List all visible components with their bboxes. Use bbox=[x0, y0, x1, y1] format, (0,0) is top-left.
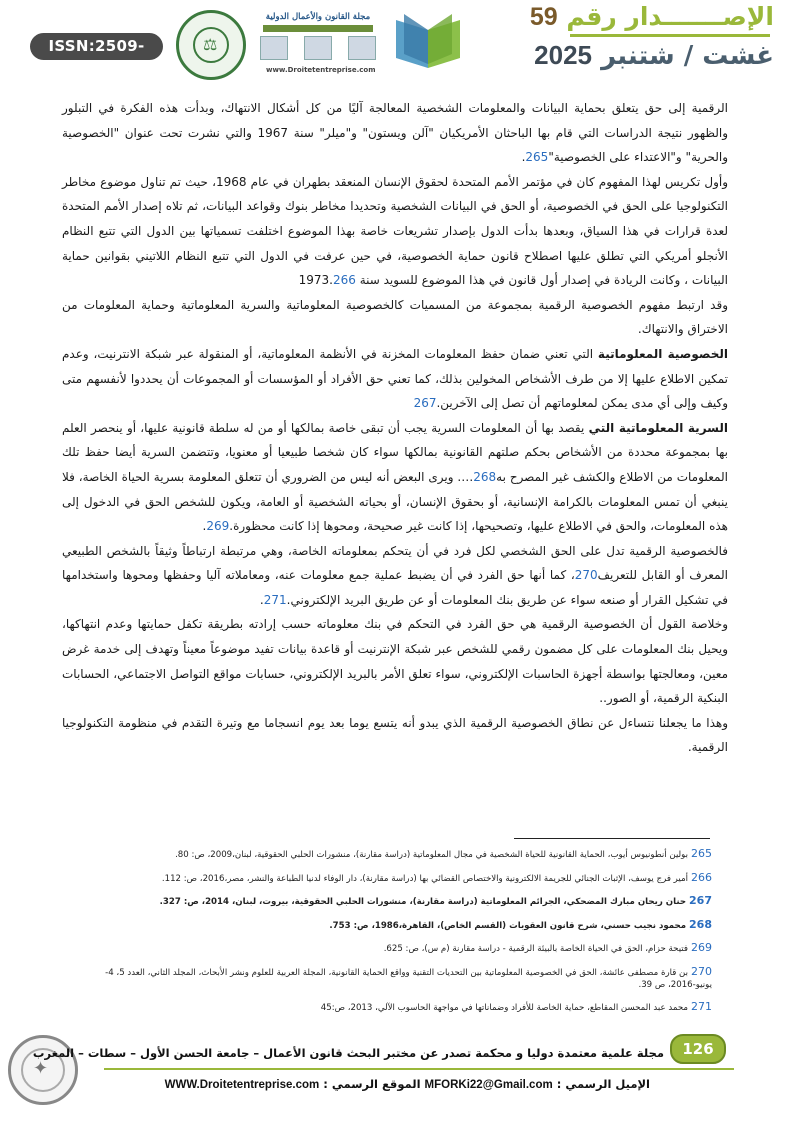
footnote-ref-268[interactable]: 268 bbox=[473, 469, 497, 484]
footnote-number[interactable]: 266 bbox=[691, 870, 712, 884]
footnote-number[interactable]: 271 bbox=[691, 1000, 712, 1013]
paragraph bbox=[62, 170, 728, 293]
seal-emblem-icon: ✦ bbox=[33, 1058, 49, 1079]
journal-partner-logos bbox=[252, 36, 384, 60]
issue-date bbox=[534, 40, 774, 71]
footnote-text: بولين أنطونيوس أيوب، الحماية القانونية للحياة الشخصية في مجال المعلوماتية (دراسة مقارنة)، منشورات الحلبي الحقوقية، لبنان،2009، ص: 80. bbox=[175, 850, 688, 860]
issue-number: 59 bbox=[529, 3, 558, 31]
footnote-number[interactable]: 268 bbox=[689, 917, 712, 931]
footnote-text: أمير فرج يوسف، الإثبات الجنائي للجريمة الالكترونية والاختصاص القضائي بها (دراسة مقارنة)، دار الوفاء لدنيا الطباعة والنشر، مصر،2016، ص: 112. bbox=[161, 873, 688, 884]
footnote bbox=[64, 1001, 712, 1014]
footnote-ref-267[interactable]: 267 bbox=[413, 396, 437, 411]
paragraph-text: يقصد بها أن المعلومات السرية يجب أن تبقى خاصة بمالكها أو من له سلطة قانونية عليها، أو ينحصر العلم بها بمجموعة محددة من الأشخاص بحكم صلتهم القانونية بمالكها سواء كان شخصا طبيعيا أو معنويا، وتتضمن السرية أيضا حفظ تلك المعلومات من الاطلاع والكشف غير المصرح به bbox=[62, 420, 728, 484]
journal-logo bbox=[252, 12, 384, 74]
footer-divider bbox=[104, 1068, 734, 1070]
page-number: 126 bbox=[670, 1034, 726, 1064]
footer-journal-description: مجلة علمية معتمدة دوليا و محكمة تصدر عن مختبر البحث قانون الأعمال – جامعة الحسن الأول – سطات – المغرب bbox=[32, 1046, 664, 1060]
article-body bbox=[62, 96, 728, 760]
paragraph: الرقمية إلى حق يتعلق بحماية البيانات والمعلومات الشخصية المعالجة آليًا من كل أشكال الانتهاك، وبدأت هذه الفكرة في التبلور والظهور نتيجة الدراسات التي قام بها الباحثان الأمريكيان "آلن ويستون" و"ميلر" سنة 1967 والتي نشرت تحت عنوان "الخصوصية والحرية" و"الاعتداء على الخصوصية"265. bbox=[62, 101, 728, 165]
footnote-text: حنان ريحان مبارك المضحكي، الجرائم المعلوماتية (دراسة مقارنة)، منشورات الحلبي الحقوقية، بيروت، لبنان، 2014، ص: 327. bbox=[159, 897, 687, 907]
issue-info bbox=[504, 0, 786, 84]
email-link[interactable]: MFORKi22@Gmail.com bbox=[424, 1079, 553, 1091]
footnote bbox=[64, 872, 712, 885]
paragraph-text: …. ويرى البعض أنه ليس من الضروري أن تتعلق المعلومة بسرية الحياة الخاصة، فلا ينبغي أن تمس المعلومات بالكرامة الإنسانية، أو بحقوق الإنسان، أو بحياته الشخصية أو العامة، ويكون للشخص الحق في الدخول إلى هذه المعلومات، والحق في الاطلاع عليها، وتصحيحها، إذا كانت غير صحيحة، ومحوها إذا كانت محظورة. bbox=[62, 469, 728, 534]
issn-badge: ISSN:2509-0291 bbox=[30, 33, 163, 60]
journal-name: مجلة القانون والأعمال الدولية bbox=[265, 12, 371, 22]
footnote-text: بن قارة مصطفى عائشة، الحق في الخصوصية المعلوماتية بين التحديات التقنية وواقع الحماية القانونية، المجلة العربية للعلوم ونشر الأبحاث، المجلد الثاني، العدد 5، 4-يونيو-2016، ص 39. bbox=[105, 967, 712, 990]
partner-logo-icon bbox=[260, 36, 288, 60]
footnote-number[interactable]: 270 bbox=[691, 964, 712, 978]
footnote bbox=[64, 942, 712, 955]
footnote-ref-270[interactable]: 270 bbox=[574, 568, 598, 583]
footnote-number[interactable]: 267 bbox=[689, 894, 712, 907]
paragraph: وخلاصة القول أن الخصوصية الرقمية هي حق الفرد في التحكم في بنك معلوماته حسب إرادته بطريقة تكفل حمايتها وعدم انتهاكها، ويحيل بنك المعلومات على كل مضمون رقمي للشخص عبر شبكة الإنترنيت أو قاعدة بيانات تفيد موضوعاً معيناً وتهدف إلى خدمة غرض معين، ومعالجتها بواسطة أجهزة الحاسبات الإلكتروني، سواء تعلق الأمر بالبريد الإلكتروني، حسابات مواقع التواصل الاجتماعي، الحسابات البنكية الرقمية، أو الصور.. bbox=[62, 617, 728, 706]
footnote-number[interactable]: 265 bbox=[691, 847, 712, 860]
lab-logo bbox=[176, 10, 246, 80]
issue-word: الإصـــــــدار رقم bbox=[566, 2, 774, 31]
footnote-ref-265[interactable]: 265 bbox=[525, 150, 549, 165]
footnote-text: فتيحة حزام، الحق في الحياة الخاصة بالبيئة الرقمية - دراسة مقارنة (م س)، ص: 625. bbox=[383, 944, 688, 954]
email-label: الإميل الرسمي : bbox=[556, 1077, 650, 1091]
issue-year: 2025 bbox=[534, 40, 592, 70]
footnote-ref-271[interactable]: 271 bbox=[263, 592, 287, 607]
issue-title bbox=[530, 2, 774, 32]
issue-months: غشت / شتنبر bbox=[601, 41, 774, 71]
footer-contacts bbox=[130, 1077, 650, 1091]
footnote-text: محمد عبد المحسن المقاطع، حماية الخاصة للأفراد وضماناتها في مواجهة الحاسوب الآلي، 2013، ص:45 bbox=[320, 1003, 688, 1013]
paragraph-text: التي تعني ضمان حفظ المعلومات المخزنة في الأنظمة المعلوماتية، أو المنقولة عبر شبكة الانترنيت، وعدم تمكين الاطلاع عليها إلا من طرف الأشخاص المخولين بذلك، كما تعني حق الأفراد أو المؤسسات أو المجموعات أن يحددوا لأنفسهم متى وكيف وإلى أي مدى يمكن لمعلوماتهم أن تصل إلى الآخرين. bbox=[62, 346, 728, 411]
paragraph: وقد ارتبط مفهوم الخصوصية الرقمية بمجموعة من المسميات كالخصوصية المعلوماتية والسرية المعلوماتية وحماية المعلومات من الاختراق والانتهاك. bbox=[62, 297, 728, 337]
site-link[interactable]: WWW.Droitetentreprise.com bbox=[164, 1079, 320, 1091]
footnote-text: محمود نجيب حسني، شرح قانون العقوبات (القسم الخاص)، القاهرة،1986، ص: 753. bbox=[329, 920, 687, 931]
journal-website: www.Droitetentreprise.com bbox=[266, 66, 376, 74]
footnotes bbox=[64, 848, 712, 1025]
footnote-ref-269[interactable]: 269 bbox=[206, 519, 230, 534]
paragraph: وهذا ما يجعلنا نتساءل عن نطاق الخصوصية الرقمية الذي يبدو أنه يتسع يوما بعد يوم انسجاما مع وتيرة التقدم في منظومة التكنولوجيا الرقمية. bbox=[62, 715, 728, 755]
partner-logo-icon bbox=[304, 36, 332, 60]
footnote-separator bbox=[514, 838, 710, 839]
paragraph: فالخصوصية الرقمية تدل على الحق الشخصي لكل فرد في أن يتحكم بمعلوماته الخاصة، وهي مرتبطة ارتباطاً وثيقاً بالشخص الطبيعي المعرف أو القابل للتعريف270، كما أنها حق الفرد في أن يضبط عملية جمع معلومات عنه، ومعاملاته آليا وحفظها ومحوها واستخدامها في تشكيل القرار أو صنعه سواء عن طريق بنك المعلومات أو عن طريق البريد الإلكتروني.271. bbox=[62, 543, 729, 607]
paragraph-text: فالخصوصية الرقمية تدل على الحق الشخصي لكل فرد في أن يتحكم بمعلوماته الخاصة، وهي مرتبطة ارتباطاً وثيقاً بالشخص الطبيعي المعرف أو القابل للتعريف bbox=[62, 543, 729, 583]
journal-bar bbox=[263, 25, 373, 32]
scales-icon: ⚖ bbox=[203, 35, 218, 54]
footnote bbox=[64, 895, 712, 908]
term-informational-secrecy: السرية المعلوماتية التي bbox=[588, 420, 728, 435]
issue-divider bbox=[570, 34, 770, 37]
paragraph-text: ، كما أنها حق الفرد في أن يضبط عملية جمع معلومات عنه، ومعاملاته آليا وحفظها ومحوها واستخدامها في تشكيل القرار أو صنعه سواء عن طريق بنك المعلومات أو عن طريق البريد الإلكتروني. bbox=[62, 568, 728, 607]
page-header bbox=[0, 0, 794, 90]
paragraph: السرية المعلوماتية التي يقصد بها أن المعلومات السرية يجب أن تبقى خاصة بمالكها أو من له سلطة قانونية عليها، أو ينحصر العلم بها بمجموعة محددة من الأشخاص بحكم صلتهم القانونية بمالكها سواء كان شخصا طبيعيا أو معنويا، وتتضمن السرية أيضا حفظ تلك المعلومات من الاطلاع والكشف غير المصرح به268…. ويرى البعض أنه ليس من الضروري أن تتعلق المعلومة بسرية الحياة الخاصة، فلا ينبغي أن تمس المعلومات بالكرامة الإنسانية، أو بحقوق الإنسان، أو بحياته الشخصية أو العامة، ويكون للشخص الحق في الدخول إلى هذه المعلومات، والحق في الاطلاع عليها، وتصحيحها، إذا كانت غير صحيحة، ومحوها إذا كانت محظورة.269. bbox=[62, 420, 728, 534]
paragraph bbox=[62, 342, 728, 416]
open-book-icon bbox=[390, 8, 466, 74]
footnote bbox=[64, 966, 712, 991]
paragraph-text: وأول تكريس لهذا المفهوم كان في مؤتمر الأمم المتحدة لحقوق الإنسان المنعقد بطهران في عام 1968، حيث تم تناول موضوع مخاطر التكنولوجيا على الحق في الخصوصية، أو الحق في البيانات الشخصية وتحديدا مخاطر بنوك وقواعد البيانات، ثم تلاه إصدار الأمم المتحدة لعدة قرارات في هذا السياق، وبعدها بدأت الدول بإصدار تشريعات خاصة بهذا الموضوع اختلفت تسمياتها بين الدول التي تتبع النظام الأنجلو أمريكي التي تطلق عليها اصطلاح قانون حماية الخصوصية، في حين عرفت في الدول التي تتبع النظام اللاتيني بقوانين حماية البيانات ، وكانت الريادة في إصدار أول قانون في هذا الموضوع للسويد سنة 1973. bbox=[62, 174, 728, 288]
footnote-ref-266[interactable]: 266 bbox=[332, 273, 356, 288]
partner-logo-icon bbox=[348, 36, 376, 60]
footnote-number[interactable]: 269 bbox=[691, 941, 712, 954]
footnote bbox=[64, 848, 712, 861]
term-informational-privacy: الخصوصية المعلوماتية bbox=[597, 346, 729, 361]
site-label: الموقع الرسمي : bbox=[323, 1077, 421, 1091]
paragraph-text: الرقمية إلى حق يتعلق بحماية البيانات والمعلومات الشخصية المعالجة آليًا من كل أشكال الانتهاك، وبدأت هذه الفكرة في التبلور والظهور نتيجة الدراسات التي قام بها الباحثان الأمريكيان "آلن ويستون" و"ميلر" سنة 1967 والتي نشرت تحت عنوان "الخصوصية والحرية" و"الاعتداء على الخصوصية" bbox=[62, 101, 728, 165]
footnote bbox=[64, 919, 712, 932]
